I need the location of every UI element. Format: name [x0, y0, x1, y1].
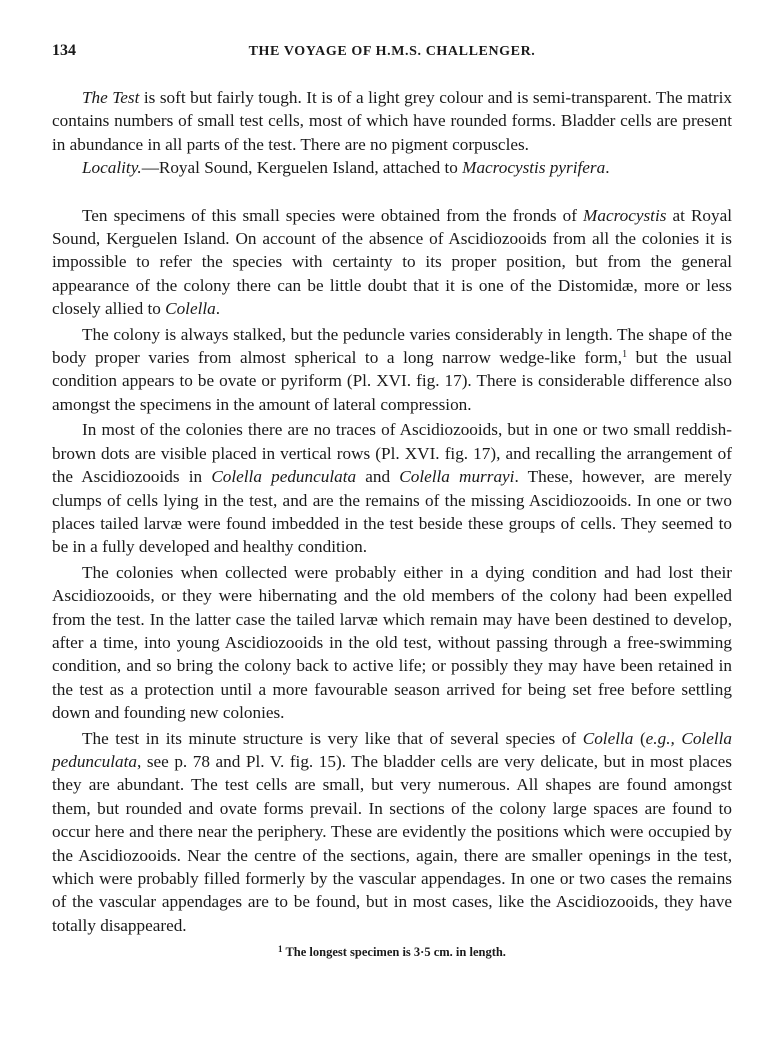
species-name: Macrocystis pyrifera — [462, 158, 606, 178]
footnote — [52, 943, 732, 961]
paragraph-specimens: Ten specimens of this small species were obtained from the fronds of Macrocystis at Royal Sound, Kerguelen Island. On account of the absence of Ascidiozooids from all the colonies it is impossible to refer the species with certainty to its proper position, but from the general appearance of the colony there can be little doubt that it is one of the Distomidæ, more or less closely allied to Colella. — [52, 205, 732, 319]
locality-line: Locality.—Royal Sound, Kerguelen Island, attached to Macrocystis pyrifera. — [82, 158, 610, 178]
paragraph-test-structure: The test in its minute structure is very like that of several species of Colella (e.g., Colella pedunculata, see p. 78 and Pl. V. fig. 15). The bladder cells are very delicate, but in most places they are abundant. The test cells are small, but very numerous. All shapes are found amongst them, but rounded and ovate forms prevail. In sections of the colony large spaces are found to occur here and there near the periphery. These are evidently the positions which were occupied by the Ascidiozooids. Near the centre of the sections, again, there are smaller openings in the test, which were probably filled formerly by the vascular appendages. In one or two cases the remains of the vascular appendages are to be found, but in most cases, like the Ascidiozooids, they have totally disappeared. — [52, 728, 732, 935]
running-head — [52, 42, 732, 66]
test-description: The Test is soft but fairly tough. It is of a light grey colour and is semi-transparent. The matrix contains numbers of small test cells, most of which have rounded forms. Bladder cells are present in abundance in all parts of the test. There are no pigment corpuscles. — [52, 88, 732, 154]
footnote-text: The longest specimen is 3·5 cm. in length. — [282, 945, 506, 960]
paragraph-colony-shape: The colony is always stalked, but the peduncle varies considerably in length. The shape of the body proper varies from almost spherical to a long narrow wedge-like form,$^1$ but the usual condition appears to be ovate or pyriform (Pl. XVI. fig. 17). There is considerable difference also amongst the specimens in the amount of lateral compression. — [52, 324, 732, 414]
locality-label: Locality. — [82, 158, 142, 178]
test-label: The Test — [82, 88, 140, 107]
page-number: 134 — [52, 42, 76, 59]
paragraph-ascidiozooids: In most of the colonies there are no traces of Ascidiozooids, but in one or two small reddish-brown dots are visible placed in vertical rows (Pl. XVI. fig. 17), and recalling the arrangement of the Ascidiozooids in Colella pedunculata and Colella murrayi. These, however, are merely clumps of cells lying in the test, and are the remains of the missing Ascidiozooids. In one or two places tailed larvæ were found imbedded in the test beside these groups of cells. They seemed to be in a fully developed and healthy condition. — [52, 420, 732, 557]
paragraph-collection-condition: The colonies when collected were probably either in a dying condition and had lost their Ascidiozooids, or they were hibernating and the old members of the colony had been expelled from the test. In the latter case the tailed larvæ which remain may have been destined to develop, after a time, into young Ascidiozooids in the old test, without passing through a free-swimming condition, and so bring the colony back to active life; or possibly they may have been retained in the test as a protection until a more favourable season arrived for being set free before settling down and founding new colonies. — [52, 562, 732, 723]
footnote-mark: 1 — [278, 944, 283, 955]
journal-title: THE VOYAGE OF H.M.S. CHALLENGER. — [248, 44, 536, 59]
footnote-reference: 1 — [622, 349, 628, 361]
